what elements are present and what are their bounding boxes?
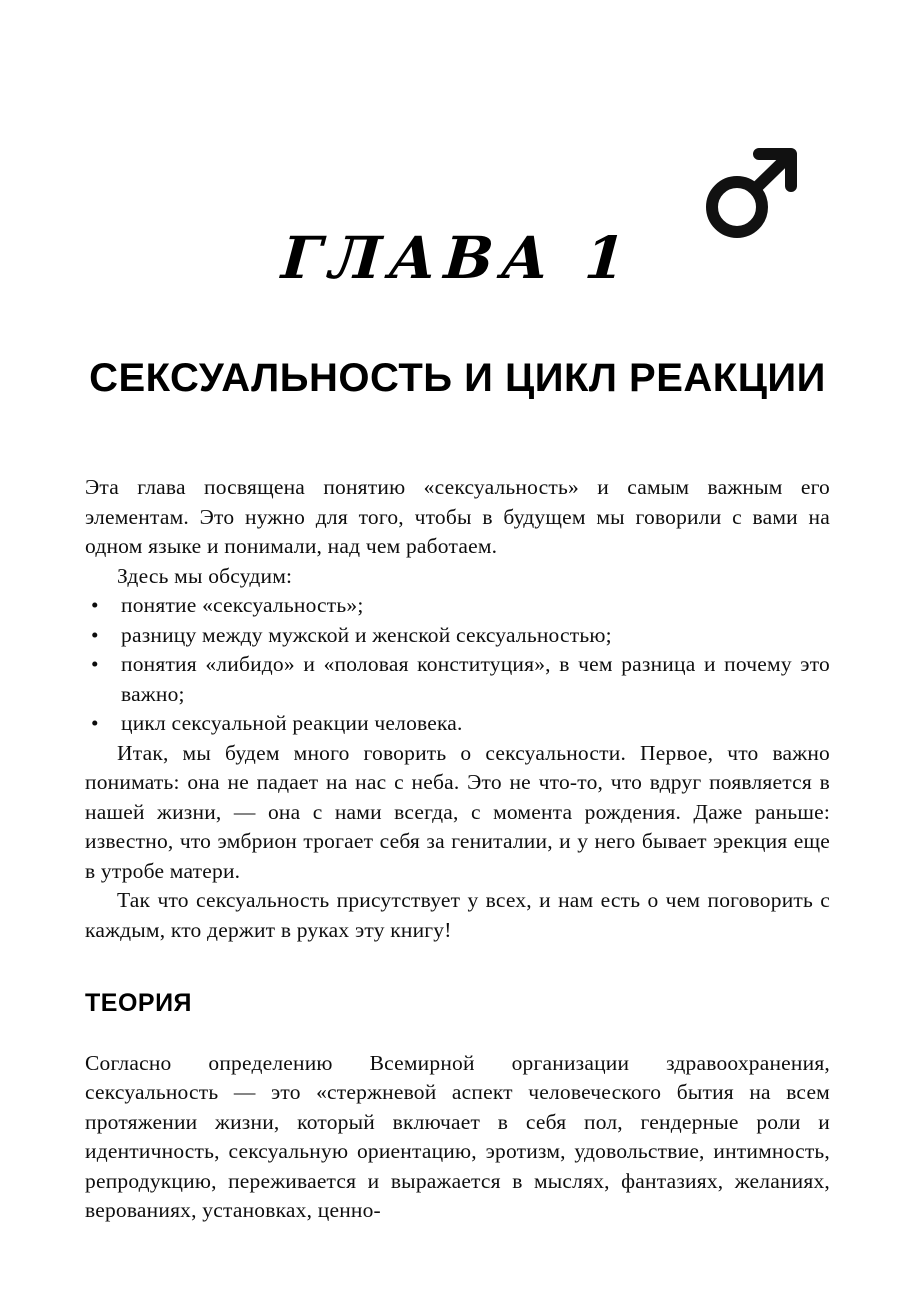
section-heading-theory: ТЕОРИЯ (85, 989, 193, 1017)
bullet-icon: • (91, 593, 99, 617)
paragraph-theory: Согласно определению Всемирной организации здравоохранения, сексуальность — это «стержневой аспект человеческого бытия на всем протяжении жизни, который включает в себя пол, гендерные роли и идентичность, сексуальную ориентацию, эротизм, удовольствие, интимность, репродукцию, переживается и выражается в мыслях, фантазиях, желаниях, верованиях, установках, ценно- (85, 1050, 830, 1222)
list-item-text: понятия «либидо» и «половая конституция», в чем разница и почему это важно; (121, 652, 830, 706)
paragraph-list-lead: Здесь мы обсудим: (117, 563, 293, 588)
paragraph-body: Так что сексуальность присутствует у всех, и нам есть о чем поговорить с каждым, кто держит в руках эту книгу! (85, 888, 830, 942)
chapter-label: ГЛАВА 1 (279, 224, 636, 292)
list-item (85, 650, 830, 709)
body-text (85, 473, 830, 1226)
bullet-icon: • (91, 652, 99, 676)
bullet-icon: • (91, 711, 99, 735)
list-item-text: разницу между мужской и женской сексуальностью; (121, 622, 612, 647)
bullet-icon: • (91, 622, 99, 647)
list-item (85, 621, 830, 651)
paragraph-body: Итак, мы будем много говорить о сексуальности. Первое, что важно понимать: она не падает на нас с неба. Это не что-то, что вдруг появляется в нашей жизни, — она с нами всегда, с момента рождения. Даже раньше: известно, что эмбрион трогает себя за гениталии, и у него бывает эрекция еще в утробе матери. (85, 740, 830, 883)
list-item-text: цикл сексуальной реакции человека. (121, 711, 463, 735)
page-title: СЕКСУАЛЬНОСТЬ И ЦИКЛ РЕАКЦИИ (89, 356, 826, 400)
list-item (85, 709, 830, 739)
list-item (85, 591, 830, 621)
paragraph-intro: Эта глава посвящена понятию «сексуальность» и самым важным его элементам. Это нужно для того, чтобы в будущем мы говорили с вами на одном языке и понимали, над чем работаем. (85, 475, 830, 558)
list-item-text: понятие «сексуальность»; (121, 593, 364, 617)
topics-list (85, 591, 830, 739)
